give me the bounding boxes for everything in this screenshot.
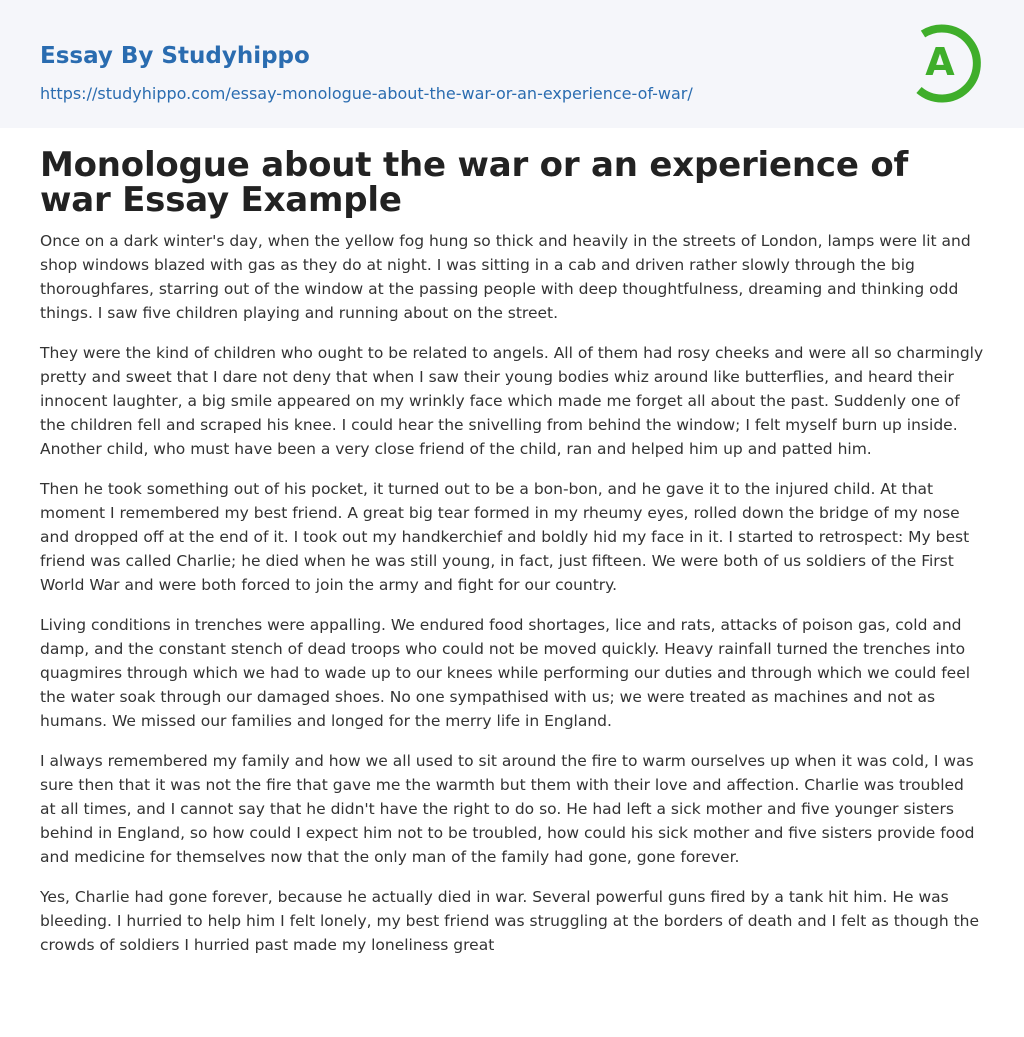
paragraph-1: Once on a dark winter's day, when the yellow fog hung so thick and heavily in the streets of London, lamps were lit and shop windows blazed with gas as they do at night. I was sitting in a cab and driven rather slowly through the big thoroughfares, starring out of the window at the passing people with deep thoughtfulness, dreaming and thinking odd things. I saw five children playing and running about on the street. <box>40 232 971 322</box>
paragraph-4: Living conditions in trenches were appalling. We endured food shortages, lice and rats, attacks of poison gas, cold and damp, and the constant stench of dead troops who could not be moved quickly. Heavy rainfall turned the trenches into quagmires through which we had to wade up to our knees while performing our duties and through which we could feel the water soak through our damaged shoes. No one sympathised with us; we were treated as machines and not as humans. We missed our families and longed for the merry life in England. <box>40 616 971 730</box>
essay-url-link[interactable]: https://studyhippo.com/essay-monologue-about-the-war-or-an-experience-of-war/ <box>40 84 693 103</box>
paragraph-3: Then he took something out of his pocket, it turned out to be a bon-bon, and he gave it to the injured child. At that moment I remembered my best friend. A great big tear formed in my rheumy eyes, rolled down the bridge of my nose and dropped off at the end of it. I took out my handkerchief and boldly hid my face in it. I started to retrospect: My best friend was called Charlie; he died when he was still young, in fact, just fifteen. We were both of us soldiers of the First World War and were both forced to join the army and fight for our country. <box>40 480 970 594</box>
paragraph-6: Yes, Charlie had gone forever, because he actually died in war. Several powerful guns fired by a tank hit him. He was bleeding. I hurried to help him I felt lonely, my best friend was struggling at the borders of death and I felt as though the crowds of soldiers I hurried past made my loneliness great <box>40 888 980 954</box>
site-header <box>0 0 1024 128</box>
paragraph-2: They were the kind of children who ought to be related to angels. All of them had rosy cheeks and were all so charmingly pretty and sweet that I dare not deny that when I saw their young bodies whiz around like butterflies, and heard their innocent laughter, a big smile appeared on my wrinkly face which made me forget all about the past. Suddenly one of the children fell and scraped his knee. I could hear the snivelling from behind the window; I felt myself burn up inside. Another child, who must have been a very close friend of the child, ran and helped him up and patted him. <box>40 344 984 458</box>
page-title: Monologue about the war or an experience of war Essay Example <box>40 145 909 220</box>
studyhippo-logo-icon[interactable] <box>913 20 985 104</box>
logo-letter: A <box>925 40 955 84</box>
article <box>0 145 1024 957</box>
site-brand[interactable]: Essay By Studyhippo <box>40 43 310 69</box>
paragraph-5: I always remembered my family and how we all used to sit around the fire to warm ourselves up when it was cold, I was sure then that it was not the fire that gave me the warmth but them with their love and affection. Charlie was troubled at all times, and I cannot say that he didn't have the right to do so. He had left a sick mother and five younger sisters behind in England, so how could I expect him not to be troubled, how could his sick mother and five sisters provide food and medicine for themselves now that the only man of the family had gone, gone forever. <box>40 752 975 866</box>
